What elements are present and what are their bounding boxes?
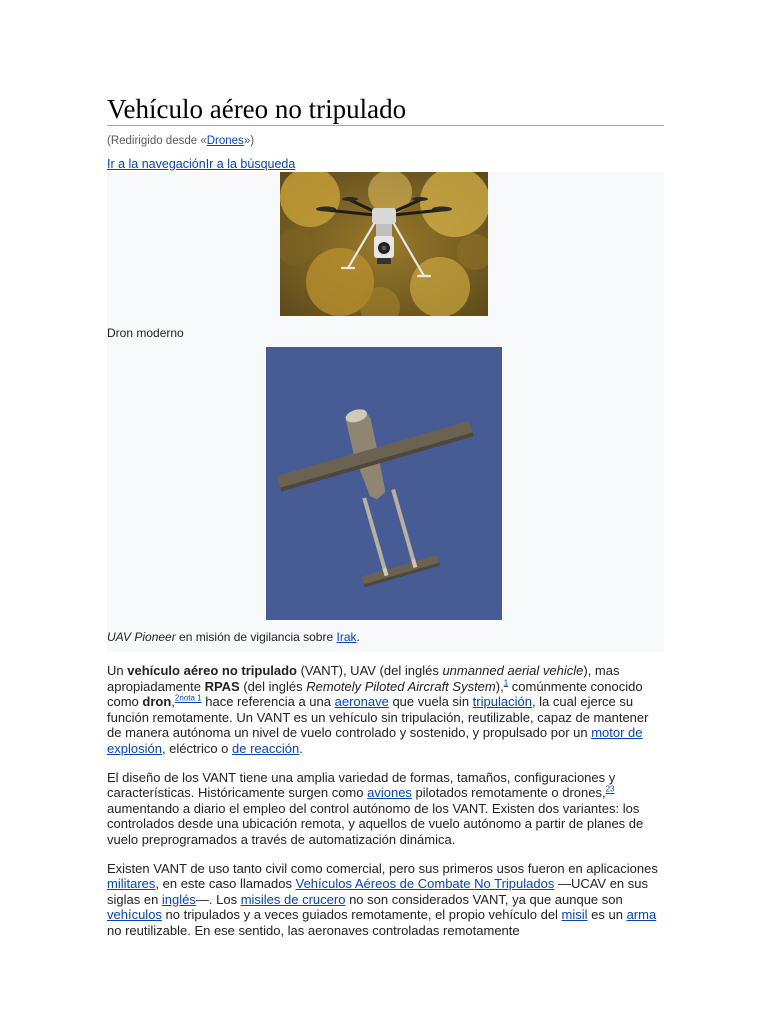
text: , la cual ejerce su función remotamente. Un VANT es un vehículo sin tripulación, reutilizable, capaz de mantener de manera autónoma un nivel de vuelo controlado y sostenido, y propulsado por un xyxy=(107,694,649,741)
text: Un xyxy=(107,663,128,678)
text: Existen VANT de uso tanto civil como comercial, pero sus primeros usos fueron en aplicaciones xyxy=(107,860,658,876)
text: no reutilizable. En ese sentido, las aeronaves controladas remotamente xyxy=(107,922,520,938)
link-arma[interactable]: arma xyxy=(626,907,657,923)
text: El diseño de los VANT tiene una amplia variedad de formas, tamaños, configuraciones y características. Históricamente surgen como xyxy=(107,769,616,801)
jump-to-navigation-link[interactable]: Ir a la navegación xyxy=(107,157,206,171)
redirect-prefix: (Redirigido desde « xyxy=(107,135,207,147)
text: que vuela sin xyxy=(388,694,473,710)
bold-term: vehículo aéreo no tripulado xyxy=(127,663,297,678)
redirect-note xyxy=(107,135,664,147)
paragraph-intro xyxy=(107,663,664,757)
caption-italic: UAV Pioneer xyxy=(107,630,176,644)
link-irak[interactable]: Irak xyxy=(336,630,357,644)
link-vehiculos[interactable]: vehículos xyxy=(107,907,162,923)
reference-link[interactable]: 2nota 1 xyxy=(174,693,202,703)
caption-text: en misión de vigilancia sobre xyxy=(175,630,337,644)
link-misiles-de-crucero[interactable]: misiles de crucero xyxy=(240,891,346,907)
figure-caption-drone: Dron moderno xyxy=(107,326,184,340)
text: . xyxy=(299,740,303,756)
text: —. Los xyxy=(195,891,241,907)
italic-term: Remotely Piloted Aircraft System xyxy=(306,678,496,694)
redirect-suffix: ») xyxy=(243,135,255,147)
link-de-reaccion[interactable]: de reacción xyxy=(232,740,300,756)
link-misil[interactable]: misil xyxy=(561,907,588,923)
uav-pioneer-image[interactable] xyxy=(266,347,502,620)
link-tripulacion[interactable]: tripulación xyxy=(472,694,532,710)
figure-box xyxy=(107,172,664,652)
text: (del inglés xyxy=(239,678,307,694)
text: comúnmente conocido como xyxy=(107,678,643,710)
link-aeronave[interactable]: aeronave xyxy=(334,694,389,710)
bold-term: dron xyxy=(142,694,172,710)
text: aumentando a diario el empleo del control autónomo de los VANT. Existen dos variantes: los controlados desde una ubicación remota, y aquellos de vuelo autónomo a partir de planes de vuelo preprogramados a través de automatización dinámica. xyxy=(107,800,644,847)
link-ucav[interactable]: Vehículos Aéreos de Combate No Tripulados xyxy=(295,876,555,892)
paragraph-uses xyxy=(107,861,664,939)
quadcopter-drone-image[interactable] xyxy=(280,172,488,316)
link-ingles[interactable]: inglés xyxy=(161,891,196,907)
text: es un xyxy=(587,907,627,923)
article-content xyxy=(107,88,664,952)
text: —UCAV en sus siglas en xyxy=(107,876,649,907)
page-title: Vehículo aéreo no tripulado xyxy=(107,88,664,126)
text: ), mas apropiadamente xyxy=(107,663,620,694)
text: , en este caso llamados xyxy=(155,876,296,892)
link-aviones[interactable]: aviones xyxy=(367,785,412,801)
reference-link[interactable]: 1 xyxy=(503,678,509,688)
jump-links xyxy=(107,157,664,171)
text: pilotados remotamente o drones, xyxy=(411,785,606,801)
text: no tripulados y a veces guiados remotamente, el propio vehículo del xyxy=(161,907,562,923)
jump-to-search-link[interactable]: Ir a la búsqueda xyxy=(205,157,296,171)
text: (VANT), UAV (del inglés xyxy=(296,663,443,678)
text: ), xyxy=(495,678,504,694)
link-motor-de-explosion[interactable]: motor de explosión xyxy=(107,725,643,756)
reference-link[interactable]: 23 xyxy=(605,784,615,794)
redirect-link[interactable]: Drones xyxy=(206,135,244,147)
link-militares[interactable]: militares xyxy=(107,876,156,892)
text: no son considerados VANT, ya que aunque son xyxy=(345,891,623,907)
bold-term: RPAS xyxy=(204,678,240,694)
text: , eléctrico o xyxy=(161,740,233,756)
italic-term: unmanned aerial vehicle xyxy=(442,663,584,678)
text: , xyxy=(171,694,175,710)
caption-end: . xyxy=(356,630,360,644)
text: hace referencia a una xyxy=(201,694,335,710)
paragraph-design xyxy=(107,770,664,848)
figure-caption-pioneer xyxy=(107,620,664,651)
